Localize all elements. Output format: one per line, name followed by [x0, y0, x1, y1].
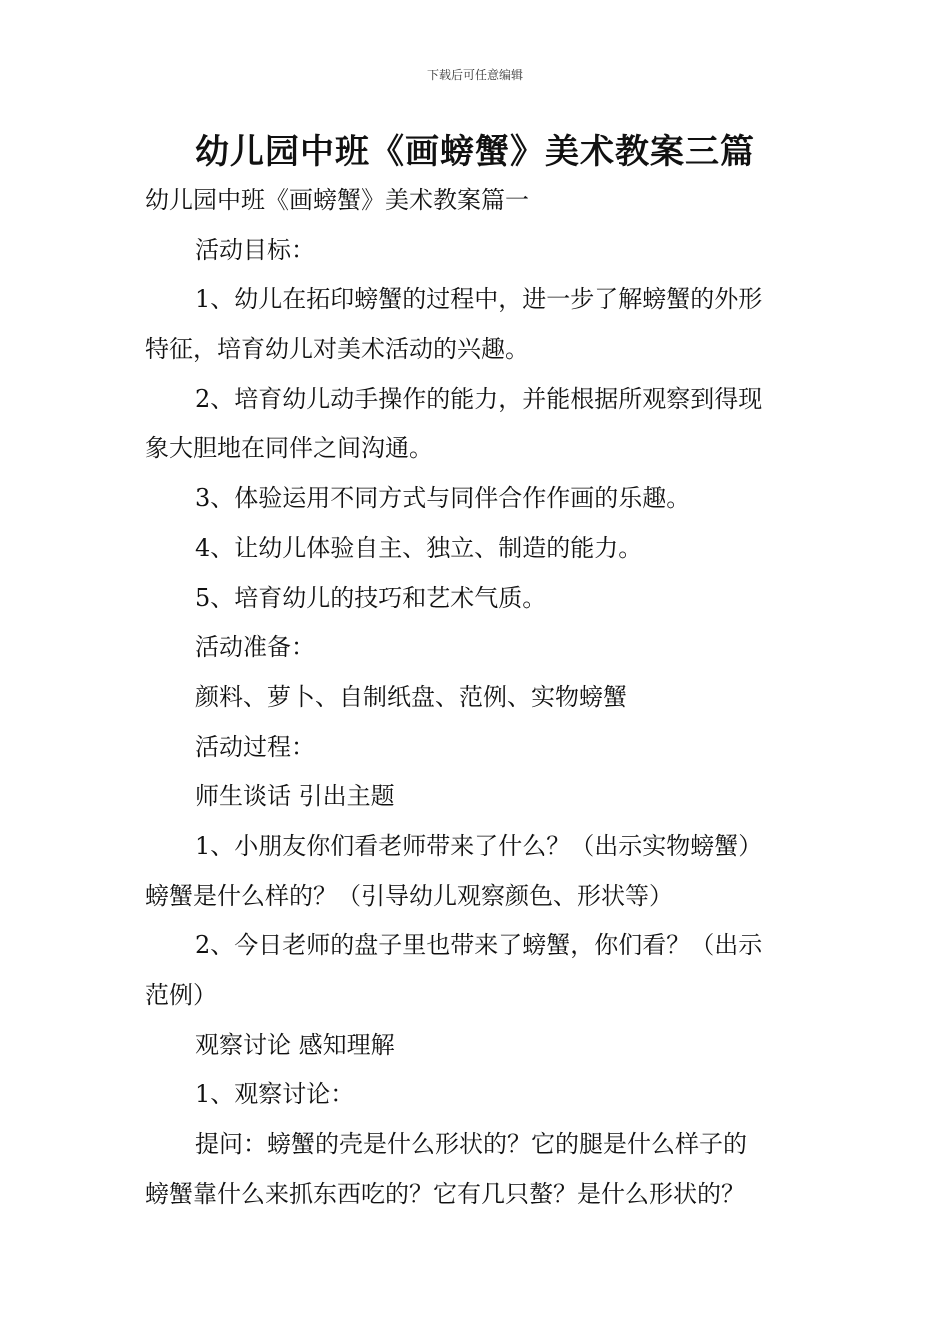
document-body [145, 176, 810, 1219]
paragraph-line: 1、幼儿在拓印螃蟹的过程中，进一步了解螃蟹的外形 [195, 285, 763, 314]
paragraph-line: 活动目标： [195, 235, 315, 264]
paragraph-line: 2、今日老师的盘子里也带来了螃蟹，你们看？（出示 [195, 931, 763, 960]
paragraph-line: 师生谈话 引出主题 [195, 782, 395, 811]
paragraph-line: 象大胆地在同伴之间沟通。 [145, 434, 433, 463]
paragraph-line: 活动过程： [195, 732, 315, 761]
document-title: 幼儿园中班《画螃蟹》美术教案三篇 [195, 132, 755, 172]
paragraph-line: 范例） [145, 981, 217, 1009]
paragraph-line: 幼儿园中班《画螃蟹》美术教案篇一 [145, 186, 529, 214]
paragraph-line: 螃蟹靠什么来抓东西吃的？它有几只螯？是什么形状的？ [145, 1179, 745, 1208]
paragraph-line: 提问：螃蟹的壳是什么形状的？它的腿是什么样子的 [195, 1130, 747, 1159]
paragraph-line: 5、培育幼儿的技巧和艺术气质。 [195, 583, 547, 612]
paragraph-line: 螃蟹是什么样的？（引导幼儿观察颜色、形状等） [145, 881, 673, 910]
paragraph-line: 颜料、萝卜、自制纸盘、范例、实物螃蟹 [195, 682, 627, 711]
paragraph-line: 2、培育幼儿动手操作的能力，并能根据所观察到得现 [195, 384, 763, 413]
page-header: 下载后可任意编辑 [426, 68, 523, 82]
paragraph-line: 活动准备： [195, 633, 315, 662]
paragraph-line: 4、让幼儿体验自主、独立、制造的能力。 [195, 533, 643, 562]
paragraph-line: 特征，培育幼儿对美术活动的兴趣。 [145, 335, 529, 364]
paragraph-line: 3、体验运用不同方式与同伴合作作画的乐趣。 [195, 484, 691, 513]
paragraph-line: 1、小朋友你们看老师带来了什么？（出示实物螃蟹） [195, 831, 763, 860]
paragraph-line: 观察讨论 感知理解 [195, 1030, 395, 1059]
paragraph-line: 1、观察讨论： [195, 1080, 355, 1109]
